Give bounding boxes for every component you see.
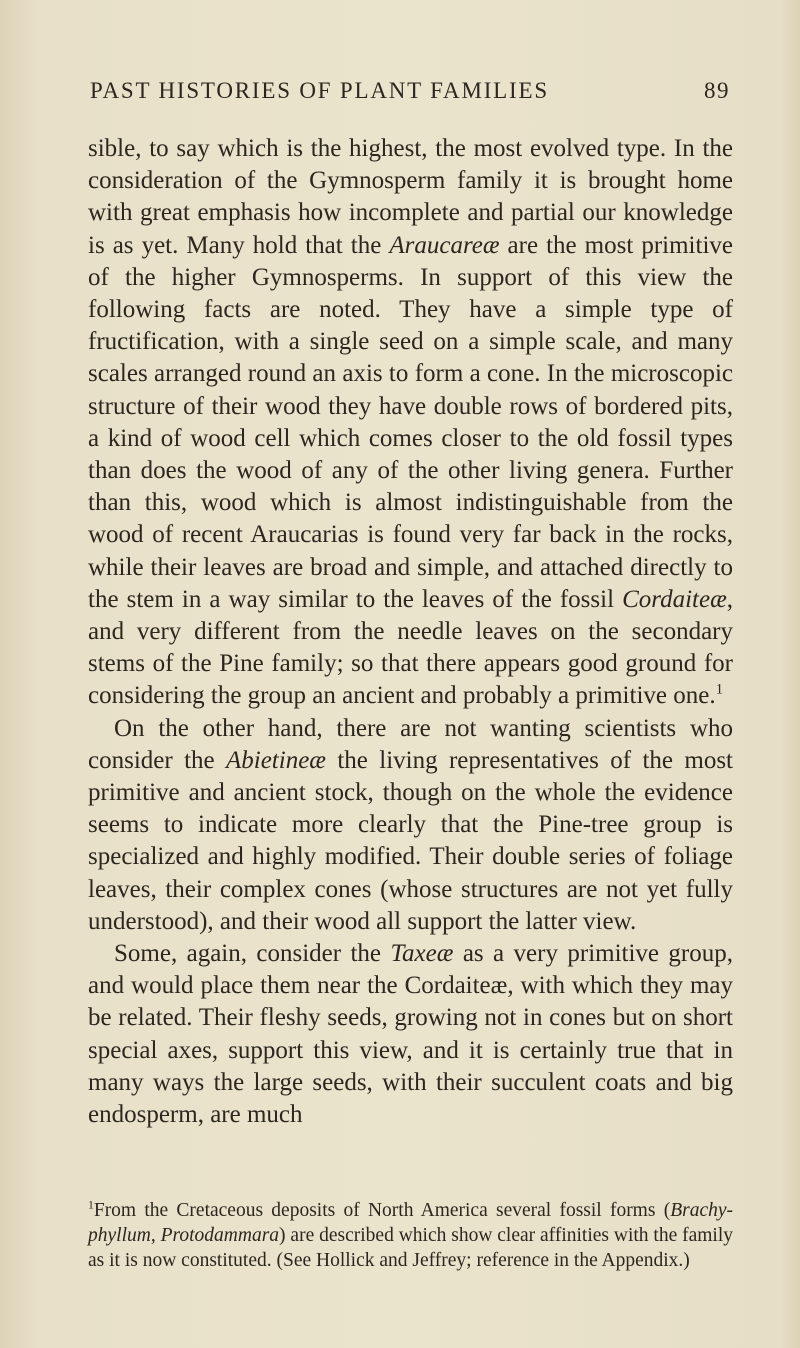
- text-run: as a very primitive group, and would place them near the Cordaiteæ, with which they may be related. Their fleshy seeds, growing not in cones but on short special axes, support this view, and it is certainly true that in many ways the large seeds, with their succulent coats and big endosperm, are much: [88, 940, 733, 1129]
- text-run: are the most primitive of the higher Gymnosperms. In support of this view the following facts are noted. They have a simple type of fructification, with a single seed on a simple scale, and many scales arranged round an axis to form a cone. In the microscopic structure of their wood they have double rows of bordered pits, a kind of wood cell which comes closer to the old fossil types than does the wood of any of the other living genera. Further than this, wood which is almost indistinguishable from the wood of recent Araucarias is found very far back in the rocks, while their leaves are broad and simple, and attached directly to the stem in a way similar to the leaves of the fossil: [88, 231, 733, 613]
- taxon-name: Taxeæ: [390, 940, 454, 968]
- footnote-mark: 1: [88, 1198, 94, 1212]
- taxon-name: Araucareæ: [389, 231, 500, 259]
- text-run: ) are described which show clear affinities with the family as it is now constituted. (See Hollick and Jeffrey; reference in the Appendix.): [88, 1225, 734, 1271]
- body-text: [88, 133, 733, 1131]
- paragraph-3: [88, 938, 733, 1131]
- paragraph-2: [88, 713, 733, 938]
- taxon-name: Abietineæ: [225, 746, 326, 774]
- taxon-name: Cordaiteæ: [622, 585, 727, 613]
- footnote-reference: 1: [715, 682, 724, 699]
- text-run: Some, again, consider the: [114, 940, 391, 968]
- text-run: sible, to say which is the highest, the most evolved type. In the consideration of the Gymnosperm family it is brought home with great emphasis how incomplete and partial our knowledge is as yet. Many hold that the: [88, 135, 733, 259]
- text-run: , and very different from the needle leaves on the secondary stems of the Pine family; so that there appears good ground for considering the group an ancient and probably a primitive one.: [88, 585, 733, 710]
- text-run: From the Cretaceous deposits of North America several fossil forms (: [93, 1200, 671, 1221]
- text-run: ,: [150, 1225, 161, 1246]
- page-number: 89: [704, 78, 730, 103]
- text-run: the living representatives of the most primitive and ancient stock, though on the whole the evidence seems to indicate more clearly that the Pine-tree group is specialized and highly modified. Their double series of foliage leaves, their complex cones (whose structures are not yet fully understood), and their wood all support the latter view.: [88, 746, 734, 935]
- text-run: On the other hand, there are not wanting scientists who consider the: [88, 714, 733, 774]
- taxon-name: Brachyphyllum: [88, 1200, 733, 1246]
- taxon-name: Protodammara: [160, 1225, 280, 1246]
- running-header: [90, 78, 730, 104]
- footnote: [88, 1198, 733, 1273]
- running-title: PAST HISTORIES OF PLANT FAMILIES: [90, 78, 549, 103]
- paragraph-1: [88, 133, 733, 713]
